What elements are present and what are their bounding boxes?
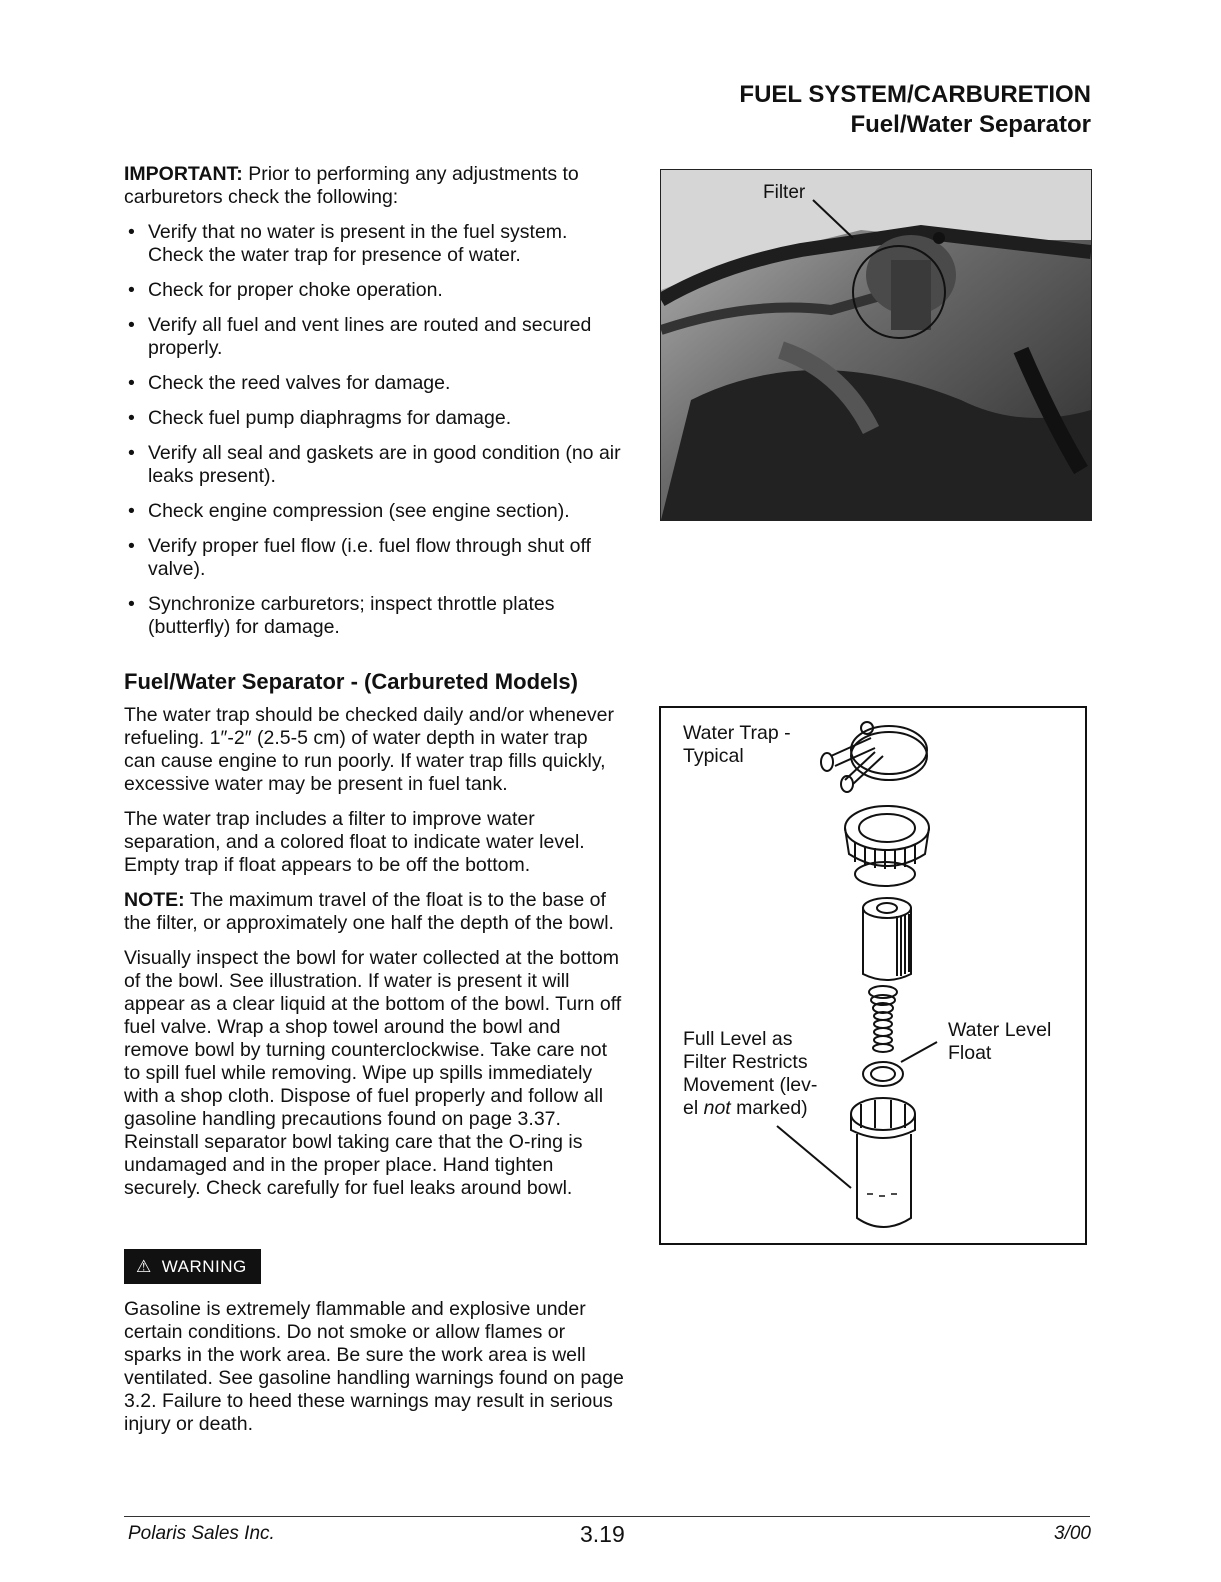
- important-intro: [124, 163, 624, 209]
- full-level-line2: Filter Restricts: [683, 1051, 808, 1073]
- separator-section: [124, 668, 624, 1212]
- checklist-item: • Verify that no water is present in the fuel system. Check the water trap for presence of water.: [124, 221, 624, 267]
- checklist-item: • Check for proper choke operation.: [124, 279, 624, 302]
- important-block: [124, 163, 624, 651]
- filter-photo-image: [661, 170, 1091, 520]
- separator-paragraph-1: The water trap should be checked daily and/or whenever refueling. 1″-2″ (2.5-5 cm) of water depth in water trap can cause engine to run poorly. If water trap fills quickly, excessive water may be present in fuel tank.: [124, 704, 614, 795]
- checklist-item: • Check engine compression (see engine section).: [124, 500, 624, 523]
- float-label: [948, 1019, 1051, 1065]
- full-level-line3: Movement (lev-: [683, 1074, 818, 1096]
- note-text: The maximum travel of the float is to the base of the filter, or approximately one half the depth of the bowl.: [124, 889, 614, 934]
- warning-label: WARNING: [161, 1257, 247, 1276]
- filter-label: Filter: [763, 182, 806, 203]
- subsection-title: Fuel/Water Separator: [850, 111, 1091, 138]
- warning-triangle-icon: ⚠: [136, 1257, 152, 1276]
- water-trap-diagram: [659, 706, 1087, 1245]
- checklist-item: • Verify all fuel and vent lines are routed and secured properly.: [124, 314, 624, 360]
- full-level-line4-em: not: [703, 1097, 731, 1119]
- separator-paragraph-3: Visually inspect the bowl for water collected at the bottom of the bowl. See illustration. If water is present it will appear as a clear liquid at the bottom of the bowl. Turn off fuel valve. Wrap a shop towel around the bowl and remove bowl by turning counterclockwise. Take care not to spill fuel while removing. Wipe up spills immediately with a shop cloth. Dispose of fuel properly and follow all gasoline handling precautions found on page 3.37. Reinstall separator bowl taking care that the O-ring is undamaged and in the proper place. Hand tighten securely. Check carefully for fuel leaks around bowl.: [124, 947, 622, 1199]
- footer-date: 3/00: [1054, 1523, 1091, 1544]
- diagram-title: [683, 722, 791, 768]
- full-level-line4: [683, 1097, 817, 1120]
- diagram-title-line1: Water Trap -: [683, 722, 791, 744]
- separator-heading: Fuel/Water Separator - (Carbureted Models): [124, 669, 578, 694]
- water-trap-illustration: [661, 708, 1089, 1247]
- checklist-item: • Synchronize carburetors; inspect throttle plates (butterfly) for damage.: [124, 593, 624, 639]
- footer-company: Polaris Sales Inc.: [128, 1523, 275, 1544]
- note-lead: NOTE:: [124, 889, 185, 911]
- important-intro-text: Prior to performing any adjustments to carburetors check the following:: [124, 163, 579, 208]
- warning-text: Gasoline is extremely flammable and explosive under certain conditions. Do not smoke or allow flames or sparks in the work area. Be sure the work area is well ventilated. See gasoline handling warnings found on page 3.2. Failure to heed these warnings may result in serious injury or death.: [124, 1298, 624, 1435]
- full-level-line1: Full Level as: [683, 1028, 793, 1050]
- checklist-item: • Check fuel pump diaphragms for damage.: [124, 407, 624, 430]
- warning-block: [124, 1249, 624, 1436]
- important-lead: IMPORTANT:: [124, 163, 243, 185]
- full-level-label: [683, 1028, 817, 1120]
- separator-note: [124, 889, 624, 935]
- diagram-title-line2: Typical: [683, 745, 744, 767]
- checklist: [124, 221, 624, 639]
- full-level-line4-post: marked): [730, 1097, 808, 1119]
- separator-paragraph-2: The water trap includes a filter to improve water separation, and a colored float to indicate water level. Empty trap if float appears to be off the bottom.: [124, 808, 585, 876]
- warning-badge: [124, 1249, 261, 1284]
- checklist-item: • Verify proper fuel flow (i.e. fuel flow through shut off valve).: [124, 535, 624, 581]
- section-title: FUEL SYSTEM/CARBURETION: [739, 81, 1091, 108]
- float-line2: Float: [948, 1042, 992, 1064]
- full-level-line4-pre: el: [683, 1097, 704, 1119]
- footer-rule: [124, 1516, 1090, 1517]
- footer-page-number: 3.19: [580, 1521, 625, 1547]
- checklist-item: • Verify all seal and gaskets are in good condition (no air leaks present).: [124, 442, 624, 488]
- float-line1: Water Level: [948, 1019, 1052, 1041]
- filter-photo: [660, 169, 1092, 521]
- checklist-item: • Check the reed valves for damage.: [124, 372, 624, 395]
